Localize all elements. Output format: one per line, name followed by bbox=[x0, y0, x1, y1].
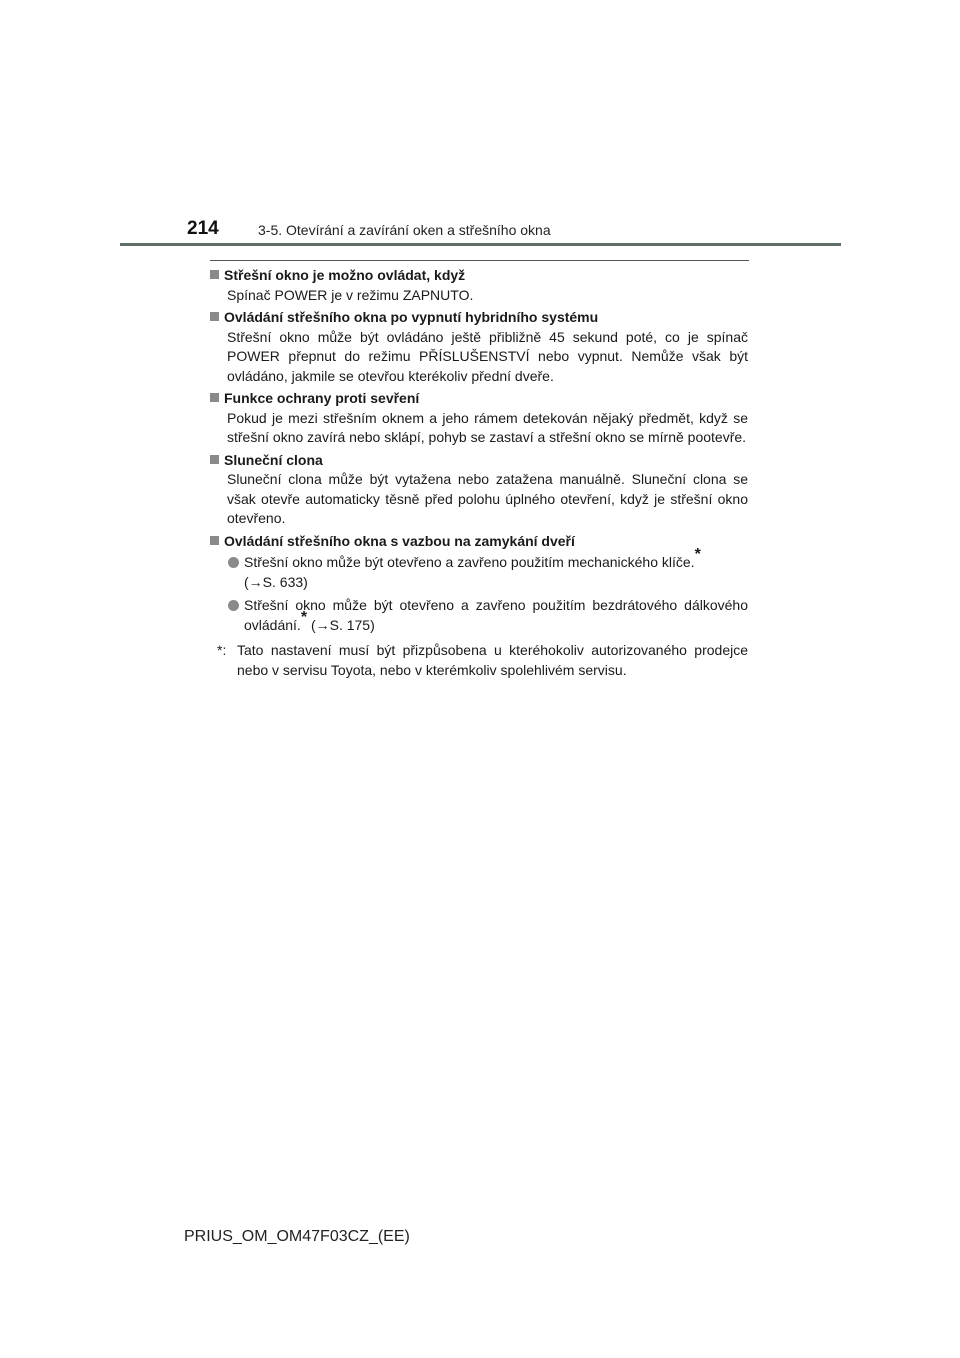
section-after-hybrid-off bbox=[210, 308, 748, 386]
square-bullet-icon bbox=[210, 455, 219, 464]
circle-bullet-icon bbox=[228, 557, 239, 568]
section-body: Sluneční clona může být vytažena nebo zatažena manuálně. Sluneční clona se však otevře automaticky těsně před polohu úplného otevření, když je střešní okno otevřeno. bbox=[227, 471, 748, 526]
section-heading-text: Sluneční clona bbox=[224, 451, 323, 468]
section-heading bbox=[210, 451, 748, 471]
footnote-text: Tato nastavení musí být přizpůsobena u kteréhokoliv autorizovaného prodejce nebo v servisu Toyota, nebo v kterémkoliv spolehlivém servisu. bbox=[237, 642, 748, 678]
section-body: Pokud je mezi střešním oknem a jeho rámem detekován nějaký předmět, když se střešní okno zavírá nebo sklápí, pohyb se zastaví a střešní okno se mírně pootevře. bbox=[227, 409, 748, 445]
section-heading-text: Ovládání střešního okna s vazbou na zamykání dveří bbox=[224, 532, 575, 549]
footnote-mark: *: bbox=[217, 642, 227, 658]
section-heading-text: Střešní okno je možno ovládat, když bbox=[224, 267, 466, 283]
content-rule bbox=[210, 260, 749, 261]
item-text: Střešní okno může být otevřeno a zavřeno použitím mechanického klíče. bbox=[244, 554, 695, 570]
section-power-switch bbox=[210, 266, 748, 305]
chapter-title: 3-5. Otevírání a zavírání oken a střešního okna bbox=[258, 222, 551, 238]
section-heading-text: Ovládání střešního okna po vypnutí hybridního systému bbox=[224, 309, 599, 325]
section-heading-text: Funkce ochrany proti sevření bbox=[224, 390, 420, 406]
section-body: Spínač POWER je v režimu ZAPNUTO. bbox=[227, 286, 474, 303]
document-code: PRIUS_OM_OM47F03CZ_(EE) bbox=[184, 1228, 410, 1245]
page-reference-link[interactable]: (→S. 175) bbox=[310, 616, 375, 633]
content bbox=[210, 266, 748, 680]
section-heading bbox=[210, 532, 748, 552]
list-item bbox=[227, 596, 748, 635]
page-number: 214 bbox=[187, 218, 219, 239]
square-bullet-icon bbox=[210, 536, 219, 545]
header-rule bbox=[120, 243, 841, 246]
list-item-text bbox=[244, 546, 748, 592]
section-heading bbox=[210, 308, 748, 328]
square-bullet-icon bbox=[210, 393, 219, 402]
footnote-star: * bbox=[300, 608, 308, 626]
footnote-star: * bbox=[694, 546, 701, 564]
square-bullet-icon bbox=[210, 312, 219, 321]
square-bullet-icon bbox=[210, 270, 219, 279]
section-jam-protection bbox=[210, 389, 748, 448]
list-item-text bbox=[244, 596, 748, 635]
list-item bbox=[227, 546, 748, 592]
section-door-lock-link bbox=[210, 532, 748, 636]
footnote bbox=[210, 641, 748, 680]
section-sunshade bbox=[210, 451, 748, 529]
circle-bullet-icon bbox=[228, 600, 239, 611]
section-heading bbox=[210, 266, 748, 286]
section-body bbox=[210, 546, 748, 635]
section-heading bbox=[210, 389, 748, 409]
item-text: Střešní okno může být otevřeno a zavřeno použitím bezdrátového dálkového ovládání. bbox=[244, 597, 748, 633]
page-reference-link[interactable]: (→S. 633) bbox=[244, 573, 308, 590]
section-body: Střešní okno může být ovládáno ještě přibližně 45 sekund poté, co je spínač POWER přepnut do režimu PŘÍSLUŠENSTVÍ nebo vypnut. Nemůže však být ovládáno, jakmile se otevřou kterékoliv přední dveře. bbox=[227, 328, 748, 384]
